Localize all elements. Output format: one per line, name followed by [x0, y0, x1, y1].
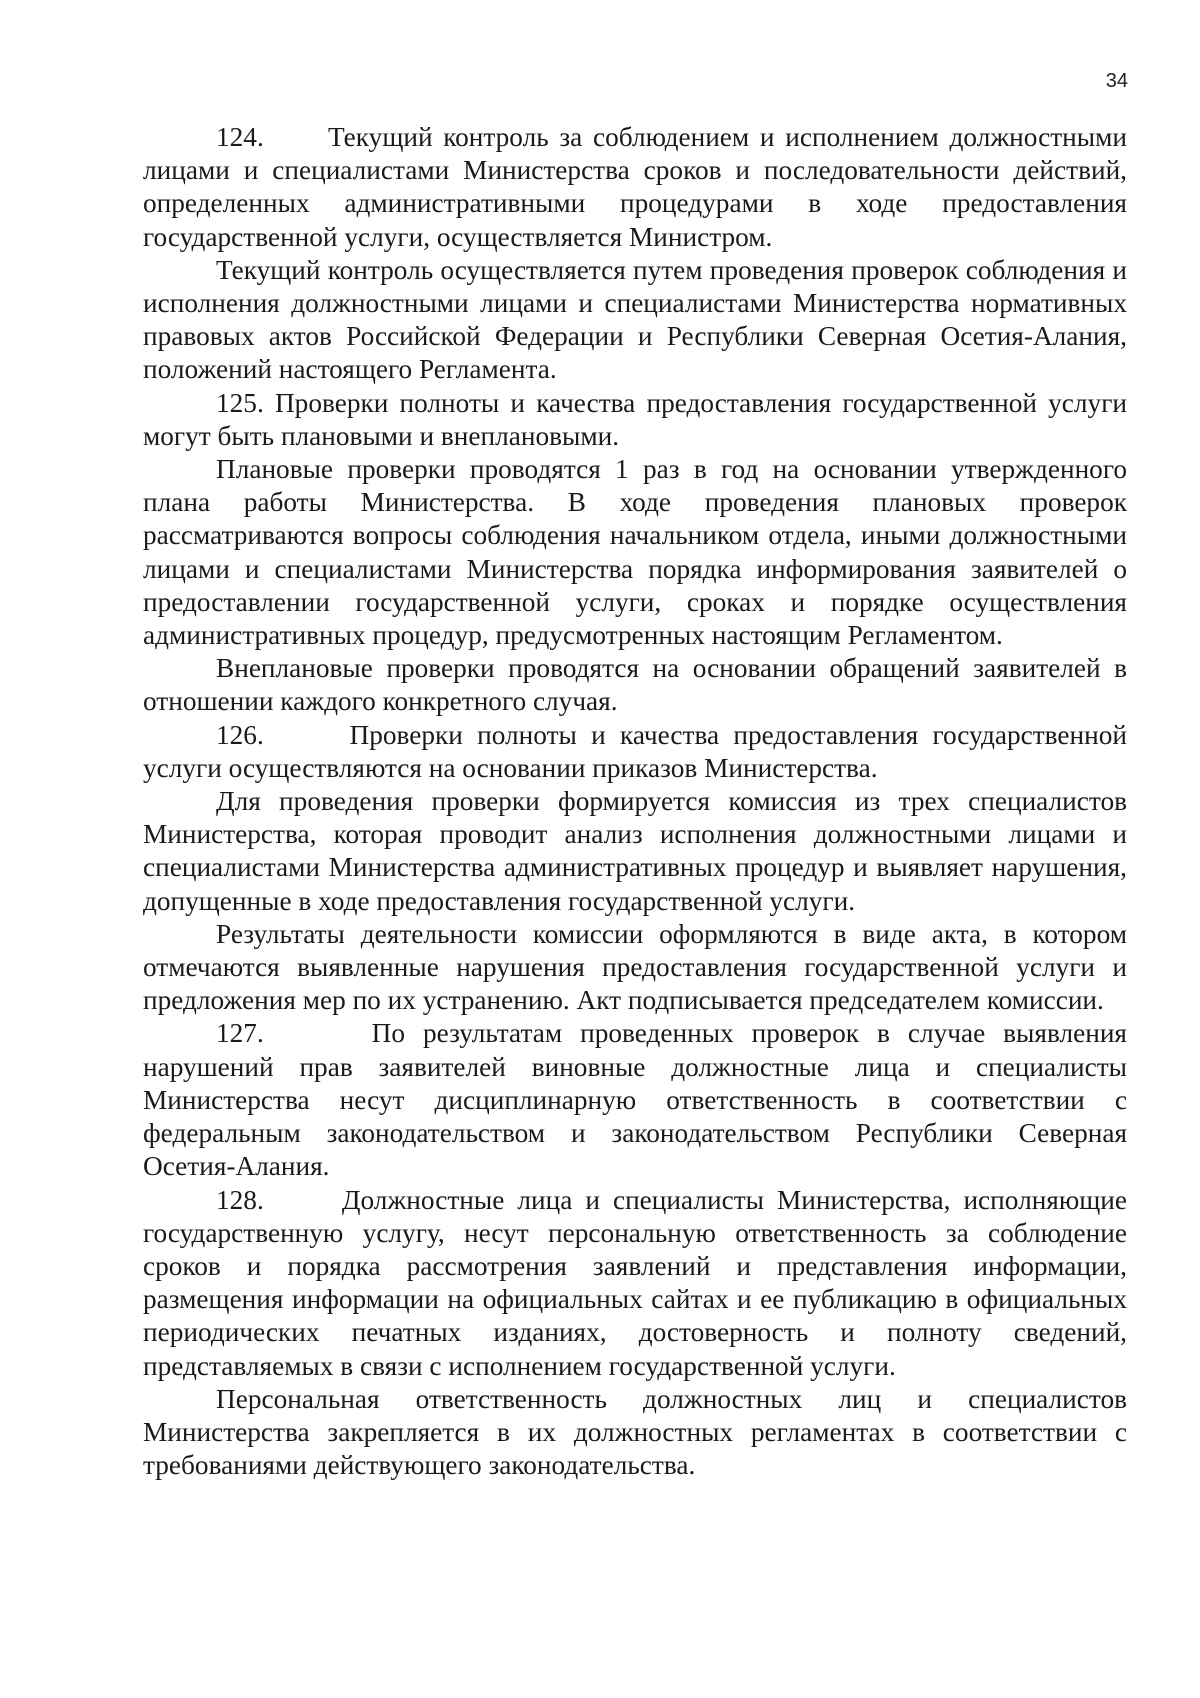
paragraph-126: 126. Проверки полноты и качества предоставления государственной услуги осуществляются на основании приказов Министерства.	[143, 719, 1127, 783]
paragraph-127: 127. По результатам проведенных проверок в случае выявления нарушений прав заявителей виновные должностные лица и специалисты Министерства несут дисциплинарную ответственность в соответствии с федеральным законодательством и законодательством Республики Северная Осетия-Алания.	[143, 1018, 1127, 1182]
paragraph-commission: Для проведения проверки формируется комиссия из трех специалистов Министерства, которая проводит анализ исполнения должностными лицами и специалистами Министерства административных процедур и выявляет нарушения, допущенные в ходе предоставления государственной услуги.	[143, 786, 1127, 916]
paragraph-commission-results: Результаты деятельности комиссии оформляются в виде акта, в котором отмечаются выявленные нарушения предоставления государственной услуги и предложения мер по их устранению. Акт подписывается председателем комиссии.	[143, 918, 1127, 1016]
paragraph-current-control: Текущий контроль осуществляется путем проведения проверок соблюдения и исполнения должностными лицами и специалистами Министерства нормативных правовых актов Российской Федерации и Республики Северная Осетия-Алания, положений настоящего Регламента.	[143, 254, 1127, 385]
paragraph-planned-checks: Плановые проверки проводятся 1 раз в год на основании утвержденного плана работы Министерства. В ходе проведения плановых проверок рассматриваются вопросы соблюдения начальником отдела, иными должностными лицами и специалистами Министерства порядка информирования заявителей о предоставлении государственной услуги, сроках и порядке осуществления административных процедур, предусмотренных настоящим Регламентом.	[143, 454, 1127, 651]
paragraph-125: 125. Проверки полноты и качества предоставления государственной услуги могут быть плановыми и внеплановыми.	[143, 387, 1127, 451]
page-number: 34	[1105, 70, 1128, 92]
paragraph-124: 124. Текущий контроль за соблюдением и исполнением должностными лицами и специалистами Министерства сроков и последовательности действий, определенных административными процедурами в ходе предоставления государственной услуги, осуществляется Министром.	[143, 122, 1127, 252]
paragraph-128: 128. Должностные лица и специалисты Министерства, исполняющие государственную услугу, несут персональную ответственность за соблюдение сроков и порядка рассмотрения заявлений и представления информации, размещения информации на официальных сайтах и ее публикацию в официальных периодических печатных изданиях, достоверность и полноту сведений, представляемых в связи с исполнением государственной услуги.	[143, 1184, 1127, 1381]
paragraph-personal-responsibility: Персональная ответственность должностных лиц и специалистов Министерства закрепляется в их должностных регламентах в соответствии с требованиями действующего законодательства.	[143, 1383, 1127, 1481]
document-body	[143, 121, 1127, 1482]
paragraph-unplanned-checks: Внеплановые проверки проводятся на основании обращений заявителей в отношении каждого конкретного случая.	[143, 653, 1127, 717]
